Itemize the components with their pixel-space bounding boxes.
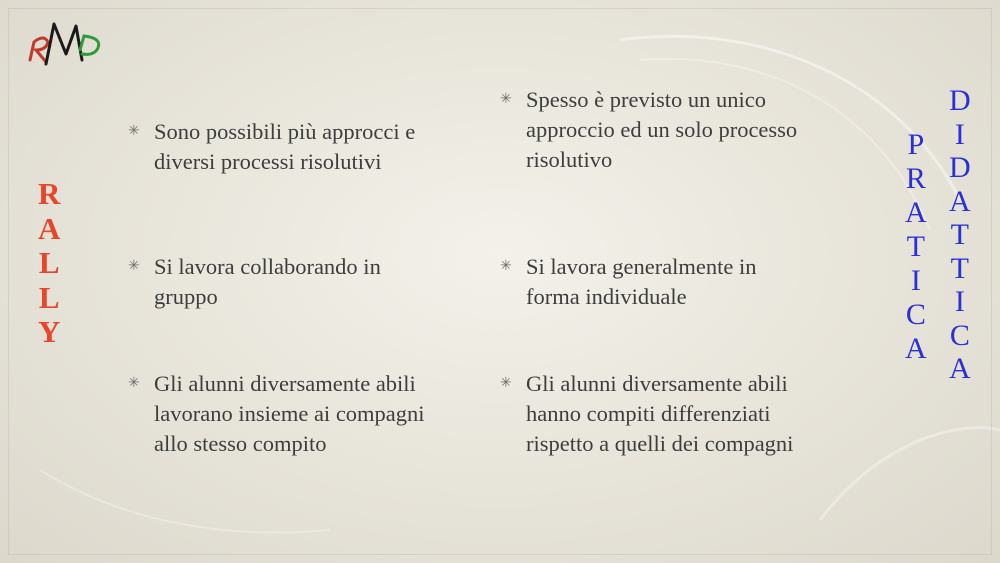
didattica-bullet-item (500, 369, 870, 459)
asterisk-bullet-icon: ✳ (128, 376, 140, 391)
asterisk-bullet-icon: ✳ (128, 259, 140, 274)
didattica-bullet-item (500, 85, 870, 175)
rally-letter: L (38, 279, 60, 315)
didattica-letter: I (954, 285, 965, 318)
bullet-text: Gli alunni diversamente abili hanno compiti differenziati rispetto a quelli dei compagni (526, 371, 794, 456)
bullet-text: Gli alunni diversamente abili lavorano insieme ai compagni allo stesso compito (154, 371, 425, 456)
bullet-text: Sono possibili più approcci e diversi processi risolutivi (154, 119, 416, 174)
didattica-bullet-item (500, 252, 870, 312)
rally-bullet-item (128, 369, 498, 459)
rally-letter: R (38, 176, 61, 211)
didattica-letter: A (949, 352, 971, 385)
pratica-letter: T (906, 230, 925, 263)
didattica-letter: T (950, 251, 969, 285)
rmd-logo (26, 20, 102, 70)
pratica-letter: A (905, 332, 927, 365)
didattica-title (949, 86, 971, 388)
rally-bullet-item (128, 117, 488, 177)
rally-title (38, 178, 60, 351)
didattica-letter: I (954, 117, 965, 151)
asterisk-bullet-icon: ✳ (500, 92, 512, 107)
bullet-text: Si lavora collaborando in gruppo (154, 254, 381, 309)
rally-letter: A (38, 210, 61, 246)
asterisk-bullet-icon: ✳ (500, 259, 512, 274)
pratica-letter: I (910, 264, 921, 297)
pratica-letter: C (905, 298, 926, 331)
didattica-letter: A (949, 184, 971, 218)
pratica-letter: R (905, 162, 926, 195)
bullet-text: Si lavora generalmente in forma individuale (526, 254, 757, 309)
asterisk-bullet-icon: ✳ (128, 124, 140, 139)
didattica-letter: T (950, 218, 969, 251)
didattica-letter: C (949, 318, 970, 352)
pratica-title (905, 130, 927, 368)
rally-bullet-item (128, 252, 488, 312)
bullet-text: Spesso è previsto un unico approccio ed un solo processo risolutivo (526, 87, 798, 172)
pratica-letter: P (907, 128, 925, 161)
asterisk-bullet-icon: ✳ (500, 376, 512, 391)
didattica-letter: D (949, 151, 971, 184)
didattica-letter: D (949, 84, 971, 117)
pratica-letter: A (905, 196, 927, 229)
rally-letter: L (38, 245, 60, 280)
rally-letter: Y (38, 314, 61, 349)
